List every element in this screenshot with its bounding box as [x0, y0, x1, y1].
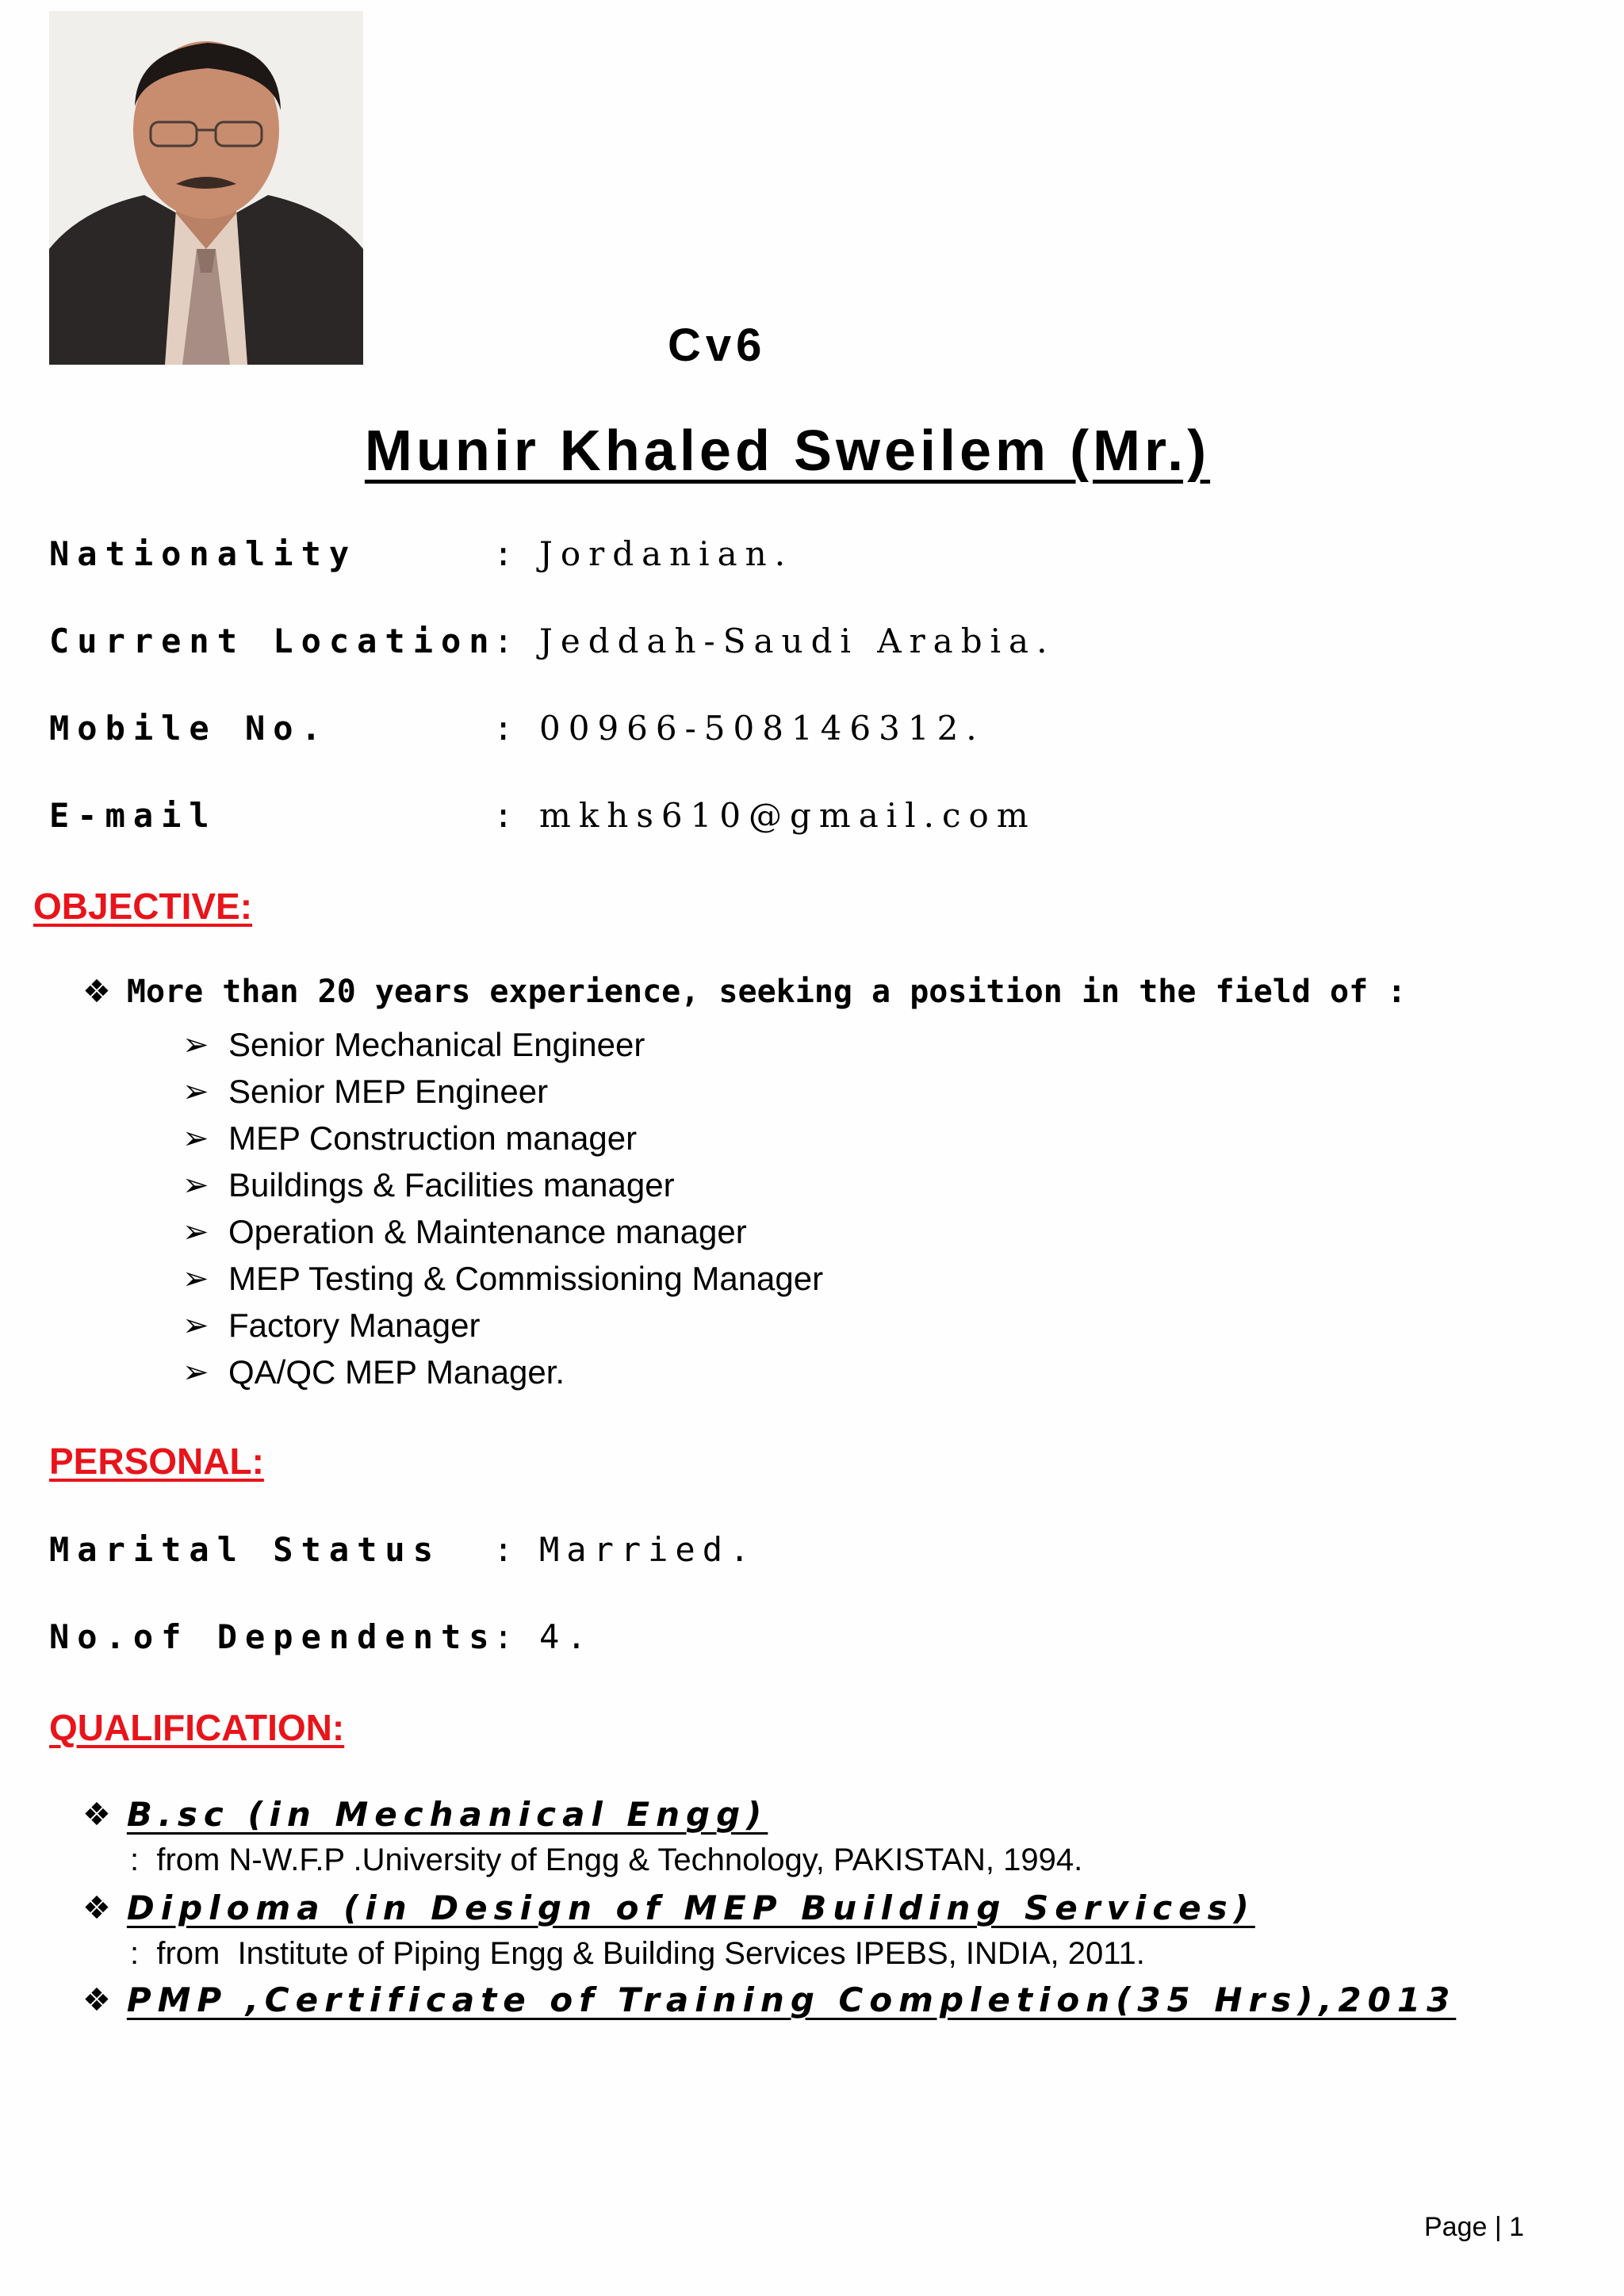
objective-positions-list: [182, 1021, 823, 1395]
profile-photo: [49, 11, 363, 365]
objective-intro: [82, 974, 1406, 1010]
list-item: [182, 1208, 823, 1255]
arrow-bullet-icon: ➢: [182, 1213, 209, 1250]
field-label: E-mail: [49, 795, 217, 835]
contact-row-mobile: [49, 704, 985, 752]
field-value: Married.: [539, 1529, 757, 1569]
list-item-text: MEP Testing & Commissioning Manager: [228, 1259, 824, 1297]
cv-label: Cv6: [668, 320, 767, 371]
arrow-bullet-icon: ➢: [182, 1119, 209, 1157]
field-separator: :: [493, 1617, 514, 1656]
qualification-item: [82, 1795, 768, 1834]
list-item-text: Operation & Maintenance manager: [228, 1212, 747, 1250]
email-link[interactable]: mkhs610@gmail.com: [539, 795, 1036, 835]
qualification-item: [82, 1888, 1255, 1927]
list-item-text: Buildings & Facilities manager: [228, 1165, 675, 1203]
contact-row-email: [49, 791, 1036, 839]
qualification-detail: : from Institute of Piping Engg & Building Services IPEBS, INDIA, 2011.: [130, 1936, 1145, 1971]
diamond-bullet-icon: ❖: [82, 1981, 111, 2019]
field-value: Jeddah-Saudi Arabia.: [539, 621, 1055, 660]
personal-row-dependents: [49, 1613, 594, 1660]
arrow-bullet-icon: ➢: [182, 1073, 209, 1110]
field-separator: :: [493, 708, 514, 748]
qualification-item: [82, 1980, 1456, 2019]
personal-row-marital: [49, 1525, 756, 1573]
list-item-text: Factory Manager: [228, 1306, 481, 1344]
field-separator: :: [493, 534, 514, 573]
field-value: Jordanian.: [539, 534, 794, 573]
page-number: Page | 1: [1424, 2212, 1525, 2242]
list-item: [182, 1161, 823, 1208]
qualification-heading: QUALIFICATION:: [49, 1707, 345, 1748]
list-item-text: Senior MEP Engineer: [228, 1072, 549, 1110]
contact-row-nationality: [49, 530, 793, 577]
objective-intro-text: More than 20 years experience, seeking a position in the field of :: [126, 974, 1407, 1010]
list-item: [182, 1349, 823, 1395]
qualification-title: PMP ,Certificate of Training Completion(35 Hrs),2013: [126, 1980, 1457, 2019]
qualification-title: B.sc (in Mechanical Engg): [126, 1795, 768, 1834]
diamond-bullet-icon: ❖: [82, 1796, 111, 1833]
list-item: [182, 1302, 823, 1349]
field-label: Current Location: [49, 621, 497, 660]
qualification-detail: : from N-W.F.P .University of Engg & Technology, PAKISTAN, 1994.: [130, 1843, 1083, 1877]
diamond-bullet-icon: ❖: [82, 974, 111, 1010]
field-label: Nationality: [49, 534, 358, 573]
field-separator: :: [493, 621, 514, 660]
list-item: [182, 1021, 823, 1068]
list-item-text: MEP Construction manager: [228, 1119, 638, 1157]
qualification-title: Diploma (in Design of MEP Building Services): [126, 1888, 1255, 1927]
candidate-name: Munir Khaled Sweilem (Mr.): [364, 419, 1211, 483]
field-value: 00966-508146312.: [539, 708, 985, 748]
arrow-bullet-icon: ➢: [182, 1353, 209, 1391]
list-item: [182, 1255, 823, 1302]
field-separator: :: [493, 795, 514, 835]
list-item-text: Senior Mechanical Engineer: [228, 1025, 645, 1063]
field-label: Mobile No.: [49, 708, 329, 748]
field-value: 4.: [539, 1617, 594, 1656]
contact-row-location: [49, 617, 1055, 664]
diamond-bullet-icon: ❖: [82, 1889, 111, 1927]
personal-heading: PERSONAL:: [49, 1441, 264, 1482]
arrow-bullet-icon: ➢: [182, 1026, 209, 1063]
list-item: [182, 1115, 823, 1161]
list-item-text: QA/QC MEP Manager.: [228, 1353, 565, 1391]
field-label: No.of Dependents: [49, 1617, 497, 1656]
field-label: Marital Status: [49, 1529, 442, 1569]
arrow-bullet-icon: ➢: [182, 1307, 209, 1344]
objective-heading: OBJECTIVE:: [33, 886, 253, 927]
field-separator: :: [493, 1529, 514, 1569]
arrow-bullet-icon: ➢: [182, 1166, 209, 1203]
list-item: [182, 1068, 823, 1115]
arrow-bullet-icon: ➢: [182, 1260, 209, 1297]
